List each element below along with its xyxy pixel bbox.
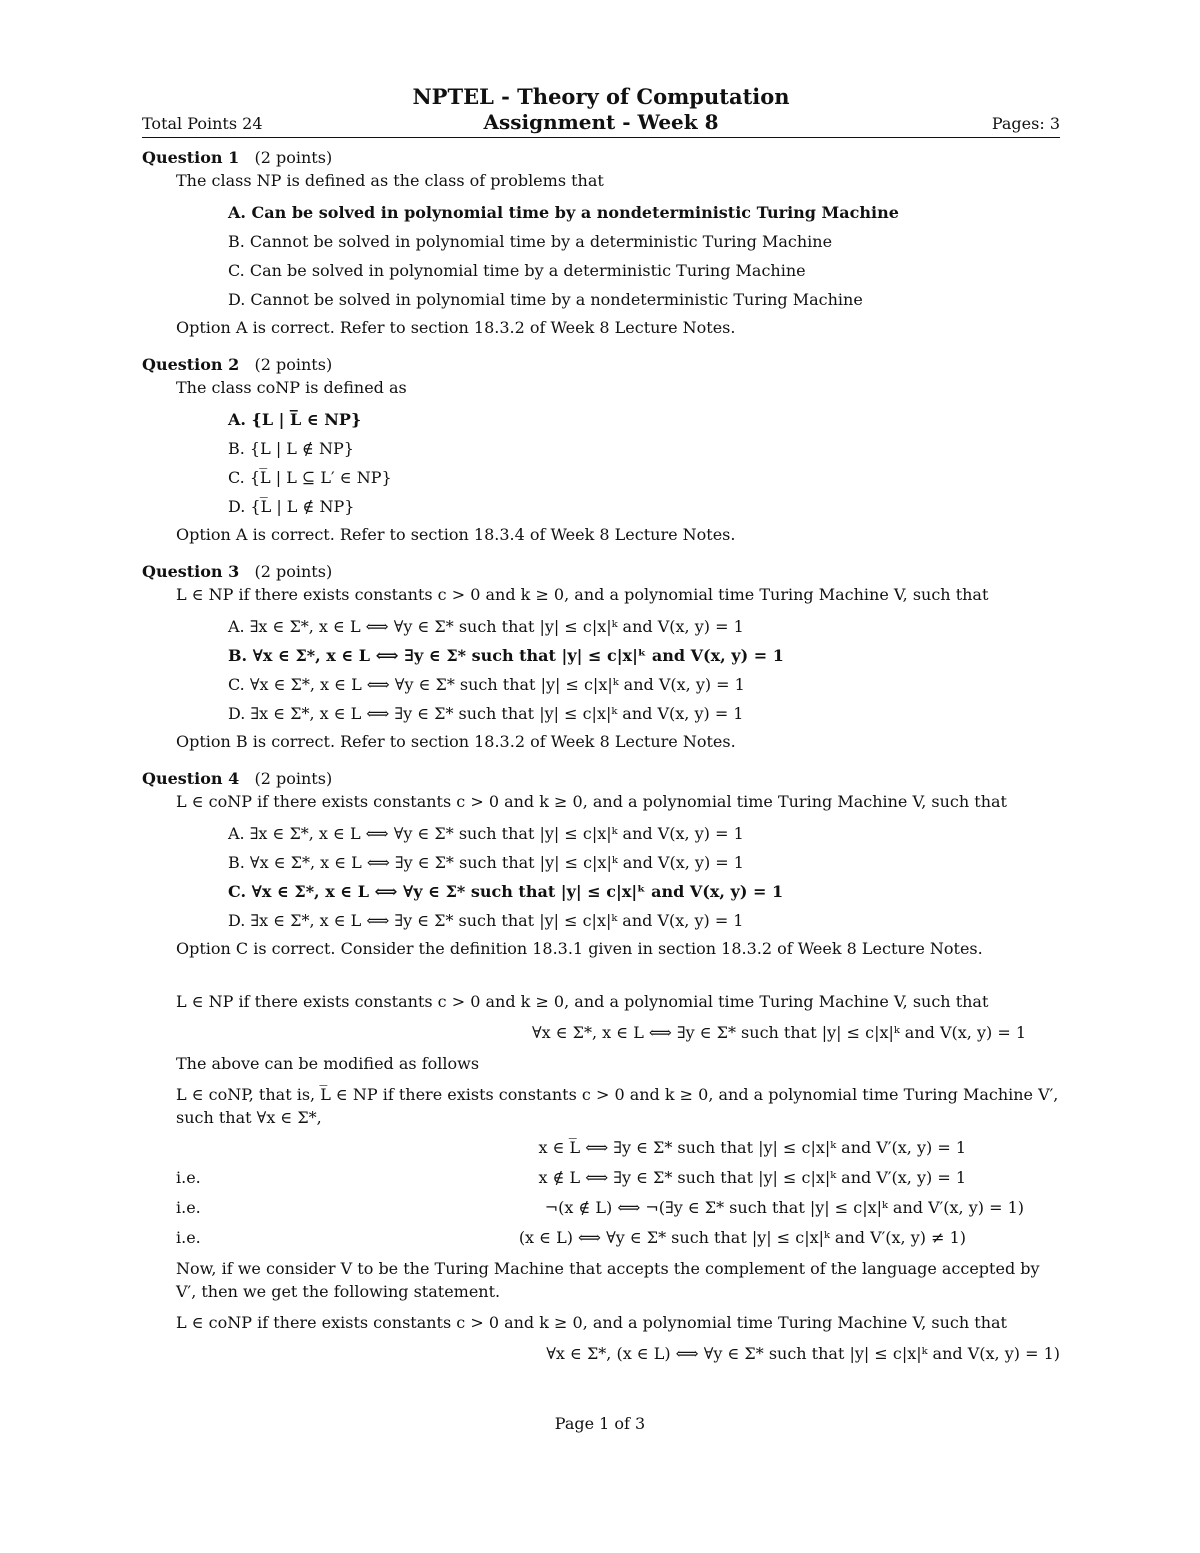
document-page [142,84,1060,1373]
question-points: (2 points) [254,355,333,374]
option-b: B. {L | L ∉ NP} [228,439,354,458]
explanation-paragraph: L ∈ NP if there exists constants c > 0 and k ≥ 0, and a polynomial time Turing Machine V, such that [176,992,989,1011]
option-d: D. {L̅ | L ∉ NP} [228,497,355,516]
equation: ∀x ∈ Σ*, x ∈ L ⟺ ∃y ∈ Σ* such that |y| ≤ c|x|ᵏ and V(x, y) = 1 [531,1023,1026,1042]
explanation [176,990,1060,1365]
equation: (x ∈ L) ⟺ ∀y ∈ Σ* such that |y| ≤ c|x|ᵏ and V′(x, y) ≠ 1) [518,1228,966,1247]
option-d: D. ∃x ∈ Σ*, x ∈ L ⟺ ∃y ∈ Σ* such that |y| ≤ c|x|ᵏ and V(x, y) = 1 [228,911,744,930]
option-b: B. ∀x ∈ Σ*, x ∈ L ⟺ ∃y ∈ Σ* such that |y| ≤ c|x|ᵏ and V(x, y) = 1 [228,646,784,665]
question-stem: L ∈ NP if there exists constants c > 0 and k ≥ 0, and a polynomial time Turing Machine V, such that [176,585,989,604]
question-3 [142,560,1060,753]
explanation-paragraph: The above can be modified as follows [176,1054,480,1073]
answer-note: Option A is correct. Refer to section 18.3.2 of Week 8 Lecture Notes. [176,318,736,337]
option-list [228,819,1060,935]
option-c: C. {L̅ | L ⊆ L′ ∈ NP} [228,468,392,487]
equation: x ∉ L ⟺ ∃y ∈ Σ* such that |y| ≤ c|x|ᵏ and V′(x, y) = 1 [538,1168,966,1187]
assignment-title: Assignment - Week 8 [483,110,719,134]
question-points: (2 points) [254,562,333,581]
question-heading [142,146,1060,169]
equation: ¬(x ∉ L) ⟺ ¬(∃y ∈ Σ* such that |y| ≤ c|x|ᵏ and V′(x, y) = 1) [544,1198,1024,1217]
assignment-header [142,109,1060,138]
question-label: Question 4 [142,769,240,788]
explanation-paragraph: L ∈ coNP, that is, L̅ ∈ NP if there exists constants c > 0 and k ≥ 0, and a polynomial time Turing Machine V′, such that ∀x ∈ Σ*, [176,1085,1059,1127]
option-c: C. ∀x ∈ Σ*, x ∈ L ⟺ ∀y ∈ Σ* such that |y| ≤ c|x|ᵏ and V(x, y) = 1 [228,882,784,901]
question-stem: L ∈ coNP if there exists constants c > 0 and k ≥ 0, and a polynomial time Turing Machine V, such that [176,792,1007,811]
equation: ∀x ∈ Σ*, (x ∈ L) ⟺ ∀y ∈ Σ* such that |y| ≤ c|x|ᵏ and V(x, y) = 1) [546,1344,1060,1363]
option-a: A. ∃x ∈ Σ*, x ∈ L ⟺ ∀y ∈ Σ* such that |y| ≤ c|x|ᵏ and V(x, y) = 1 [228,824,744,843]
question-4 [142,767,1060,960]
option-d: D. ∃x ∈ Σ*, x ∈ L ⟺ ∃y ∈ Σ* such that |y| ≤ c|x|ᵏ and V(x, y) = 1 [228,704,744,723]
question-heading [142,353,1060,376]
answer-note: Option C is correct. Consider the definition 18.3.1 given in section 18.3.2 of Week 8 Lecture Notes. [176,939,983,958]
question-1 [142,146,1060,339]
equation: x ∈ L̅ ⟺ ∃y ∈ Σ* such that |y| ≤ c|x|ᵏ and V′(x, y) = 1 [538,1138,966,1157]
option-d: D. Cannot be solved in polynomial time by a nondeterministic Turing Machine [228,290,863,309]
answer-note: Option A is correct. Refer to section 18.3.4 of Week 8 Lecture Notes. [176,525,736,544]
question-label: Question 3 [142,562,240,581]
answer-note: Option B is correct. Refer to section 18.3.2 of Week 8 Lecture Notes. [176,732,736,751]
question-points: (2 points) [254,148,333,167]
question-2 [142,353,1060,546]
page-footer: Page 1 of 3 [554,1414,646,1433]
explanation-paragraph: Now, if we consider V to be the Turing Machine that accepts the complement of the language accepted by V′, then we get the following statement. [176,1259,1040,1301]
option-c: C. Can be solved in polynomial time by a deterministic Turing Machine [228,261,806,280]
option-a: A. {L | L̅ ∈ NP} [228,410,362,429]
equation-row [176,1193,1060,1223]
question-points: (2 points) [254,769,333,788]
question-heading [142,560,1060,583]
ie-label: i.e. [176,1228,201,1247]
explanation-paragraph: L ∈ coNP if there exists constants c > 0 and k ≥ 0, and a polynomial time Turing Machine V, such that [176,1313,1007,1332]
option-a: A. ∃x ∈ Σ*, x ∈ L ⟺ ∀y ∈ Σ* such that |y| ≤ c|x|ᵏ and V(x, y) = 1 [228,617,744,636]
ie-label: i.e. [176,1168,201,1187]
option-list [228,612,1060,728]
course-title: NPTEL - Theory of Computation [412,84,790,109]
ie-label: i.e. [176,1198,201,1217]
equation-row [176,1133,1060,1163]
option-b: B. Cannot be solved in polynomial time by a deterministic Turing Machine [228,232,833,251]
question-heading [142,767,1060,790]
option-b: B. ∀x ∈ Σ*, x ∈ L ⟺ ∃y ∈ Σ* such that |y| ≤ c|x|ᵏ and V(x, y) = 1 [228,853,744,872]
equation-row [176,1223,1060,1253]
option-list [228,198,1060,314]
total-points: Total Points 24 [142,114,263,133]
option-a: A. Can be solved in polynomial time by a nondeterministic Turing Machine [228,203,899,222]
question-stem: The class coNP is defined as [176,378,407,397]
question-label: Question 1 [142,148,240,167]
option-list [228,405,1060,521]
equation-row [176,1163,1060,1193]
question-label: Question 2 [142,355,240,374]
option-c: C. ∀x ∈ Σ*, x ∈ L ⟺ ∀y ∈ Σ* such that |y| ≤ c|x|ᵏ and V(x, y) = 1 [228,675,745,694]
page-count: Pages: 3 [991,114,1060,133]
question-stem: The class NP is defined as the class of problems that [176,171,604,190]
